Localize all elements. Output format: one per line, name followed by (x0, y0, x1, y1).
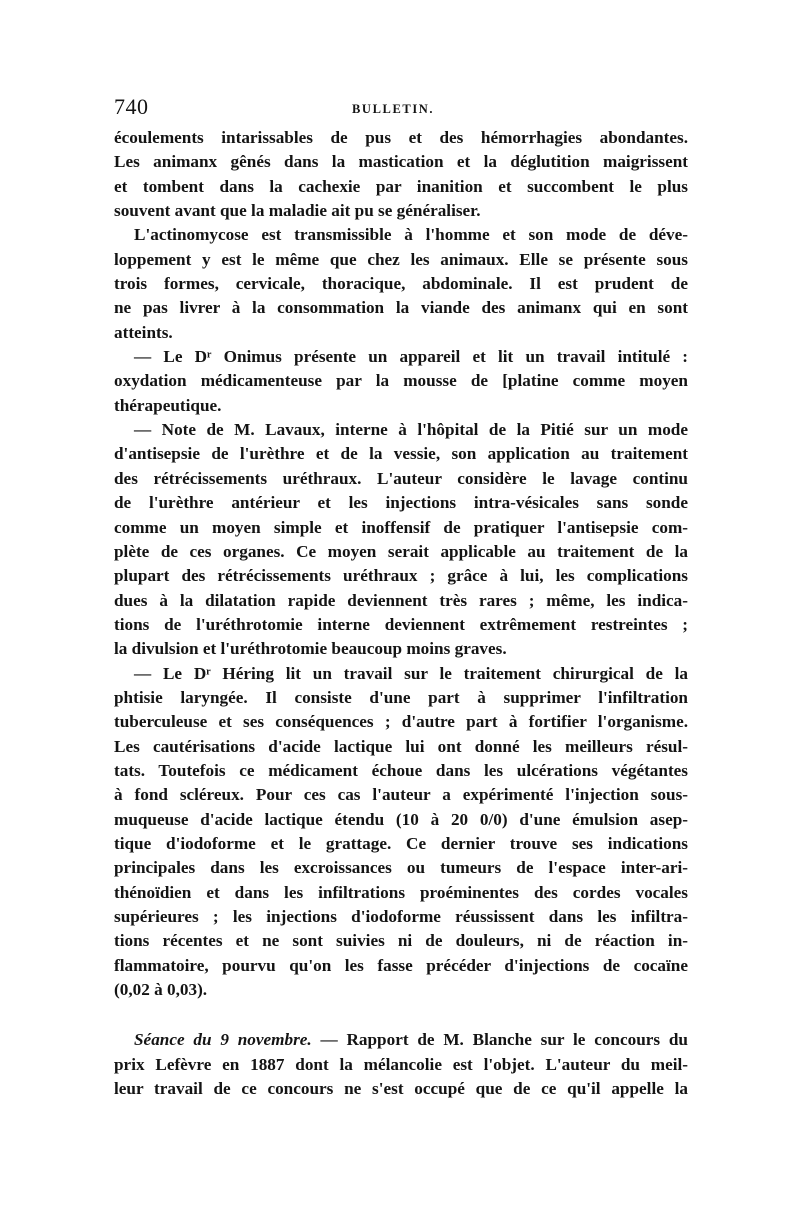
text-line: oxydation médicamenteuse par la mousse de [platine comme moyen (114, 371, 688, 391)
text-line: des rétrécissements uréthraux. L'auteur considère le lavage continu (114, 468, 688, 488)
text-line: prix Lefèvre en 1887 dont la mélancolie est l'objet. L'auteur du meil- (114, 1054, 688, 1074)
text-line: écoulements intarissables de pus et des hémorrhagies abondantes. (114, 128, 688, 147)
text-line: phtisie laryngée. Il consiste d'une part à supprimer l'infiltration (114, 687, 688, 707)
text-line: Les animanx gênés dans la mastication et la déglutition maigrissent (114, 152, 688, 172)
text-line: plète de ces organes. Ce moyen serait applicable au traitement de la (114, 541, 688, 561)
text-line: tats. Toutefois ce médicament échoue dans les ulcérations végétantes (114, 760, 688, 780)
text-line: — Le Dʳ Héring lit un travail sur le traitement chirurgical de la (134, 663, 688, 683)
text-line: — Le Dʳ Onimus présente un appareil et lit un travail intitulé : (134, 347, 688, 367)
text-line: comme un moyen simple et inoffensif de pratiquer l'antisepsie com- (114, 517, 688, 537)
page-header (114, 94, 688, 124)
seance-heading-rest: — Rapport de M. Blanche sur le concours du (311, 1030, 688, 1050)
text-line: dues à la dilatation rapide deviennent très rares ; même, les indica- (114, 590, 688, 610)
text-line: Les cautérisations d'acide lactique lui ont donné les meilleurs résul- (114, 736, 688, 756)
seance-heading-line (114, 1028, 688, 1052)
text-line: d'antisepsie de l'urèthre et de la vessie, son application au traitement (114, 444, 688, 464)
text-line: la divulsion et l'uréthrotomie beaucoup moins graves. (114, 639, 507, 659)
text-line: loppement y est le même que chez les animaux. Elle se présente sous (114, 249, 688, 269)
text-line: tions de l'uréthrotomie interne deviennent extrêmement restreintes ; (114, 614, 688, 634)
text-line: souvent avant que la maladie ait pu se généraliser. (114, 201, 481, 221)
text-line: — Note de M. Lavaux, interne à l'hôpital de la Pitié sur un mode (134, 420, 688, 440)
text-line: tuberculeuse et ses conséquences ; d'autre part à fortifier l'organisme. (114, 712, 688, 732)
text-line: flammatoire, pourvu qu'on les fasse précéder d'injections de cocaïne (114, 955, 688, 975)
text-line: principales dans les excroissances ou tumeurs de l'espace inter-ari- (114, 858, 688, 878)
text-line: atteints. (114, 322, 173, 342)
body-text (114, 126, 688, 1101)
text-line: et tombent dans la cachexie par inanition et succombent le plus (114, 176, 688, 196)
text-line: L'actinomycose est transmissible à l'homme et son mode de déve- (134, 225, 688, 245)
text-line: de l'urèthre antérieur et les injections intra-vésicales sans sonde (114, 493, 688, 513)
text-line: ne pas livrer à la consommation la viande des animanx qui en sont (114, 298, 688, 318)
seance-date: Séance du 9 novembre. (134, 1030, 312, 1050)
text-line: thénoïdien et dans les infiltrations proéminentes des cordes vocales (114, 882, 688, 902)
text-line: leur travail de ce concours ne s'est occupé que de ce qu'il appelle la (114, 1079, 688, 1099)
text-line: tique d'iodoforme et le grattage. Ce dernier trouve ses indications (114, 833, 688, 853)
section-gap (114, 1002, 688, 1028)
running-head: BULLETIN. (352, 102, 435, 116)
text-line: thérapeutique. (114, 395, 222, 415)
page-number: 740 (114, 94, 149, 119)
text-line: (0,02 à 0,03). (114, 980, 208, 1000)
text-line: supérieures ; les injections d'iodoforme réussissent dans les infiltra- (114, 907, 688, 926)
text-line: muqueuse d'acide lactique étendu (10 à 20 0/0) d'une émulsion asep- (114, 809, 688, 829)
text-line: tions récentes et ne sont suivies ni de douleurs, ni de réaction in- (114, 931, 688, 951)
text-line: trois formes, cervicale, thoracique, abdominale. Il est prudent de (114, 274, 688, 294)
text-line: plupart des rétrécissements uréthraux ; grâce à lui, les complications (114, 566, 688, 586)
text-line: à fond scléreux. Pour ces cas l'auteur a expérimenté l'injection sous- (114, 785, 688, 805)
